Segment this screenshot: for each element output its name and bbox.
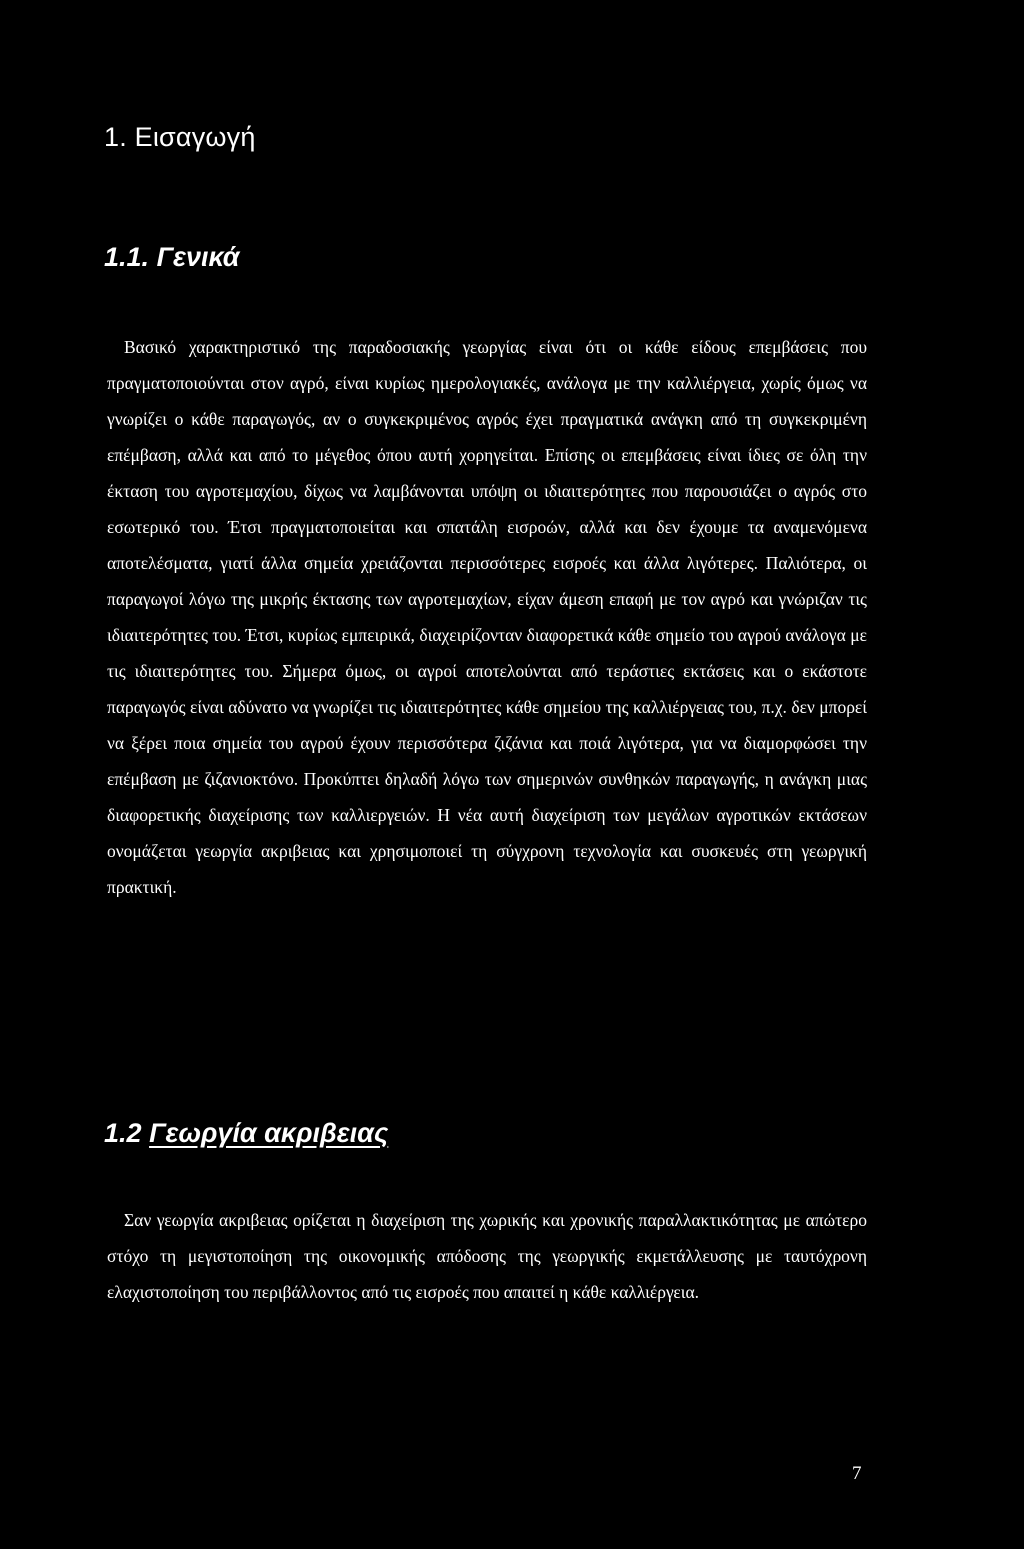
subsection-title: Γενικά — [156, 242, 240, 272]
section-number: 1. — [104, 122, 127, 152]
subsection-number: 1.2 — [104, 1118, 142, 1148]
body-paragraph-precision-agriculture: Σαν γεωργία ακριβειας ορίζεται η διαχείριση της χωρικής και χρονικής παραλλακτικότητας με απώτερο στόχο τη μεγιστοποίηση της οικονομικής απόδοσης της γεωργικής εκμετάλλευσης με ταυτόχρονη ελαχιστοποίηση του περιβάλλοντος από τις εισροές που απαιτεί η κάθε καλλιέργεια. — [107, 1210, 867, 1302]
subsection-title: Γεωργία ακριβειας — [149, 1118, 389, 1148]
body-paragraph-general: Βασικό χαρακτηριστικό της παραδοσιακής γεωργίας είναι ότι οι κάθε είδους επεμβάσεις που πραγματοποιούνται στον αγρό, είναι κυρίως ημερολογιακές, ανάλογα με την καλλιέργεια, χωρίς όμως να γνωρίζει ο κάθε παραγωγός, αν ο συγκεκριμένος αγρός έχει πραγματικά ανάγκη από τη συγκεκριμένη επέμβαση, αλλά και από το μέγεθος όπου αυτή χορηγείται. Επίσης οι επεμβάσεις είναι ίδιες σε όλη την έκταση του αγροτεμαχίου, δίχως να λαμβάνονται υπόψη οι ιδιαιτερότητες που παρουσιάζει ο αγρός στο εσωτερικό του. Έτσι πραγματοποιείται και σπατάλη εισροών, αλλά και δεν έχουμε τα αναμενόμενα αποτελέσματα, γιατί άλλα σημεία χρειάζονται περισσότερες εισροές και άλλα λιγότερες. Παλιότερα, οι παραγωγοί λόγω της μικρής έκτασης των αγροτεμαχίων, είχαν άμεση επαφή με τον αγρό και γνώριζαν τις ιδιαιτερότητες του. Έτσι, κυρίως εμπειρικά, διαχειρίζονταν διαφορετικά κάθε σημείο του αγρού ανάλογα με τις ιδιαιτερότητες του. Σήμερα όμως, οι αγροί αποτελούνται από τεράστιες εκτάσεις και ο εκάστοτε παραγωγός είναι αδύνατο να γνωρίζει τις ιδιαιτερότητες κάθε σημείου της καλλιέργειας του, π.χ. δεν μπορεί να ξέρει ποια σημεία του αγρού έχουν περισσότερα ζιζάνια και ποιά λιγότερα, για να διαμορφώσει την επέμβαση με ζιζανιοκτόνο. Προκύπτει δηλαδή λόγω των σημερινών συνθηκών παραγωγής, η ανάγκη μιας διαφορετικής διαχείρισης των καλλιεργειών. Η νέα αυτή διαχείριση των μεγάλων αγροτικών εκτάσεων ονομάζεται γεωργία ακριβειας και χρησιμοποιεί τη σύγχρονη τεχνολογία και συσκευές στη γεωργική πρακτική. — [107, 337, 867, 897]
page-number: 7 — [852, 1463, 862, 1484]
section-heading — [104, 122, 256, 153]
subsection-heading-general — [104, 242, 239, 273]
section-title: Εισαγωγή — [134, 122, 256, 152]
subsection-number: 1.1. — [104, 242, 150, 272]
subsection-heading-precision-agriculture — [104, 1118, 388, 1149]
